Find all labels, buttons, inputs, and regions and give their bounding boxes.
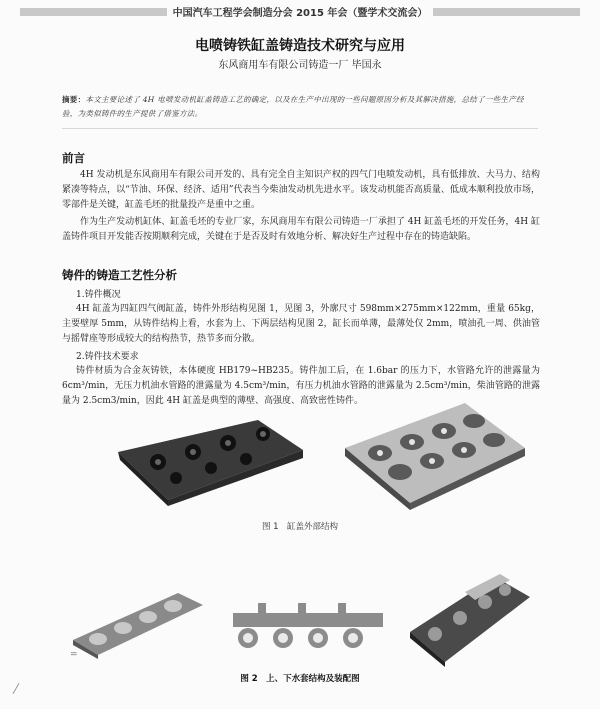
section-heading-analysis: 铸件的铸造工艺性分析 xyxy=(62,268,177,282)
analysis-paragraph-1: 4H 缸盖为四缸四气阀缸盖，铸件外形结构见图 1，见图 3，外廓尺寸 598mm×275mm×122mm，重量 65kg，主要壁厚 5mm，从铸件结构上看，水套为上、下两层结构见图 2，缸长而单薄，最薄处仅 2mm，喷油孔一周、供油管与摇臂座等形成较大的结构热节，热节多而分散。 xyxy=(62,304,540,344)
analysis-paragraph-2: 铸件材质为合金灰铸铁，本体硬度 HB179~HB235。铸件加工后，在 1.6bar 的压力下，水管路允许的泄露量为 6cm³/min，无压力机油水管路的泄露量为 4.5cm³/min，有压力机油水管路的泄露量为 2.5cm³/min，柴油管路的泄露量为 2.5cm3/min，因此 4H 缸盖是典型的薄壁、高强度、高致密性铸件。 xyxy=(62,366,540,406)
figure2-assembly xyxy=(405,572,535,667)
intro-paragraph-2: 作为生产发动机缸体、缸盖毛坯的专业厂家，东风商用车有限公司铸造一厂承担了 4H 缸盖毛坯的开发任务，4H 缸盖铸件项目开发能否按期顺利完成，关键在于是否及时有效地分析、解决好生产过程中存在的铸造缺陷。 xyxy=(62,217,540,242)
figure1-cylinder-head-dark xyxy=(108,412,308,507)
figure1-cylinder-head-machined xyxy=(340,398,530,510)
intro-paragraph-1: 4H 发动机是东风商用车有限公司开发的、具有完全自主知识产权的四气门电喷发动机，具有低排放、大马力、结构紧凑等特点，以“节油、环保、经济、适用”代表当今柴油发动机先进水平。该发动机能否高质量、低成本顺利投放市场，零部件是关键，缸盖毛坯的批量投产是重中之重。 xyxy=(62,170,540,210)
subheading-requirements: 2.铸件技术要求 xyxy=(76,352,139,362)
paper-title: 电喷铸铁缸盖铸造技术研究与应用 xyxy=(195,38,405,54)
stray-mark: = xyxy=(70,650,78,660)
figure2-caption: 图 2 上、下水套结构及装配图 xyxy=(240,674,360,684)
figure2-upper-water-jacket xyxy=(228,598,388,653)
figure2-lower-water-jacket xyxy=(68,585,208,660)
section-heading-intro: 前言 xyxy=(62,151,85,165)
abstract xyxy=(62,93,538,121)
page-corner-mark xyxy=(13,683,20,694)
figure1-caption: 图 1 缸盖外部结构 xyxy=(261,522,339,532)
abstract-text: 本文主要论述了 4H 电喷发动机缸盖铸造工艺的确定，以及在生产中出现的一些问题原因分析及其解决措施，总结了一些生产经验，为类似铸件的生产提供了借鉴方法。 xyxy=(62,95,524,118)
conference-header: 中国汽车工程学会制造分会 2015 年会（暨学术交流会） xyxy=(0,8,600,19)
divider xyxy=(62,128,538,129)
subheading-overview: 1.铸件概况 xyxy=(76,290,121,300)
paper-authors: 东风商用车有限公司铸造一厂 毕国永 xyxy=(218,60,382,71)
abstract-label: 摘要： xyxy=(62,95,86,104)
